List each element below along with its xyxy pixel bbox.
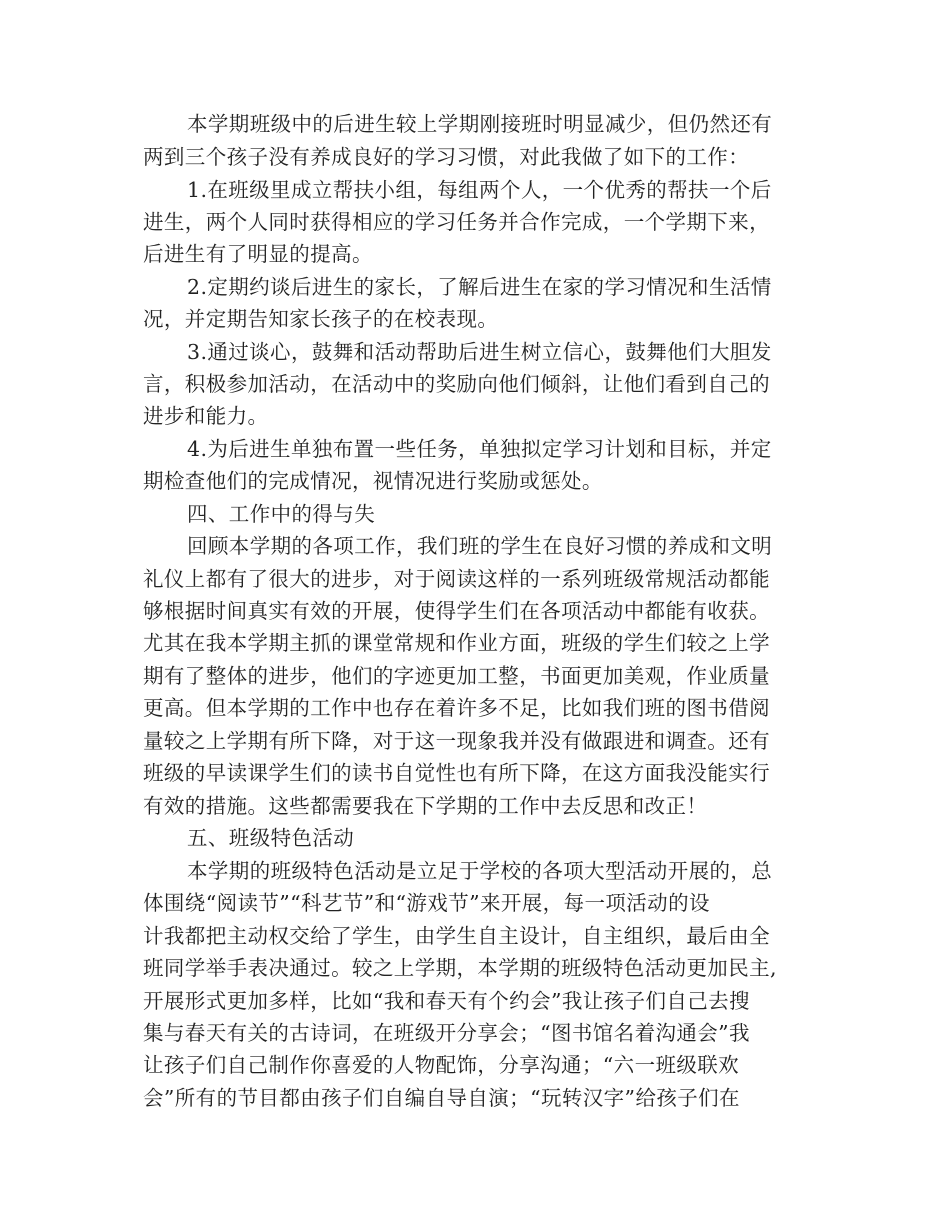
list-item-line: 3.通过谈心，鼓舞和活动帮助后进生树立信心，鼓舞他们大胆发 — [187, 340, 772, 364]
paragraph-line: 让孩子们自己制作你喜爱的人物配饰，分享沟通；“六一班级联欢 — [143, 1053, 740, 1077]
list-item-line: 况，并定期告知家长孩子的在校表现。 — [143, 307, 499, 331]
list-item-line: 4.为后进生单独布置一些任务，单独拟定学习计划和目标，并定 — [187, 437, 772, 461]
list-item-line: 2.定期约谈后进生的家长，了解后进生在家的学习情况和生活情 — [187, 275, 772, 299]
paragraph-line: 更高。但本学期的工作中也存在着许多不足，比如我们班的图书借阅 — [143, 696, 770, 720]
paragraph-line: 计我都把主动权交给了学生，由学生自主设计，自主组织，最后由全 — [143, 924, 770, 948]
paragraph-line: 本学期的班级特色活动是立足于学校的各项大型活动开展的，总 — [187, 859, 773, 883]
paragraph-line: 开展形式更加多样，比如“我和春天有个约会”我让孩子们自己去搜 — [143, 989, 750, 1013]
paragraph-line: 有效的措施。这些都需要我在下学期的工作中去反思和改正！ — [143, 794, 708, 818]
paragraph-line: 本学期班级中的后进生较上学期刚接班时明显减少，但仍然还有 — [187, 112, 773, 136]
section-heading: 四、工作中的得与失 — [187, 502, 376, 526]
paragraph-line: 体围绕“阅读节”“科艺节”和“游戏节”来开展，每一项活动的设 — [143, 891, 710, 915]
paragraph-line: 两到三个孩子没有养成良好的学习习惯，对此我做了如下的工作： — [143, 145, 750, 169]
list-item-line: 1.在班级里成立帮扶小组，每组两个人，一个优秀的帮扶一个后 — [187, 178, 772, 202]
paragraph-line: 够根据时间真实有效的开展，使得学生们在各项活动中都能有收获。 — [143, 599, 770, 623]
paragraph-line: 班级的早读课学生们的读书自觉性也有所下降，在这方面我没能实行 — [143, 761, 770, 785]
section-heading: 五、班级特色活动 — [187, 826, 355, 850]
paragraph-line: 会”所有的节目都由孩子们自编自导自演；“玩转汉字”给孩子们在 — [143, 1086, 740, 1110]
paragraph-line: 礼仪上都有了很大的进步，对于阅读这样的一系列班级常规活动都能 — [143, 567, 770, 591]
paragraph-line: 集与春天有关的古诗词，在班级开分享会；“图书馆名着沟通会”我 — [143, 1021, 750, 1045]
paragraph-line: 期有了整体的进步，他们的字迹更加工整，书面更加美观，作业质量 — [143, 664, 770, 688]
list-item-line: 进生，两个人同时获得相应的学习任务并合作完成，一个学期下来， — [143, 210, 770, 234]
paragraph-line: 尤其在我本学期主抓的课堂常规和作业方面，班级的学生们较之上学 — [143, 631, 770, 655]
list-item-line: 言，积极参加活动，在活动中的奖励向他们倾斜，让他们看到自己的 — [143, 372, 770, 396]
paragraph-line: 班同学举手表决通过。较之上学期，本学期的班级特色活动更加民主, — [143, 956, 777, 980]
list-item-line: 进步和能力。 — [143, 404, 269, 428]
paragraph-line: 量较之上学期有所下降，对于这一现象我并没有做跟进和调查。还有 — [143, 729, 770, 753]
list-item-line: 期检查他们的完成情况，视情况进行奖励或惩处。 — [143, 469, 603, 493]
list-item-line: 后进生有了明显的提高。 — [143, 242, 373, 266]
paragraph-line: 回顾本学期的各项工作，我们班的学生在良好习惯的养成和文明 — [187, 534, 773, 558]
